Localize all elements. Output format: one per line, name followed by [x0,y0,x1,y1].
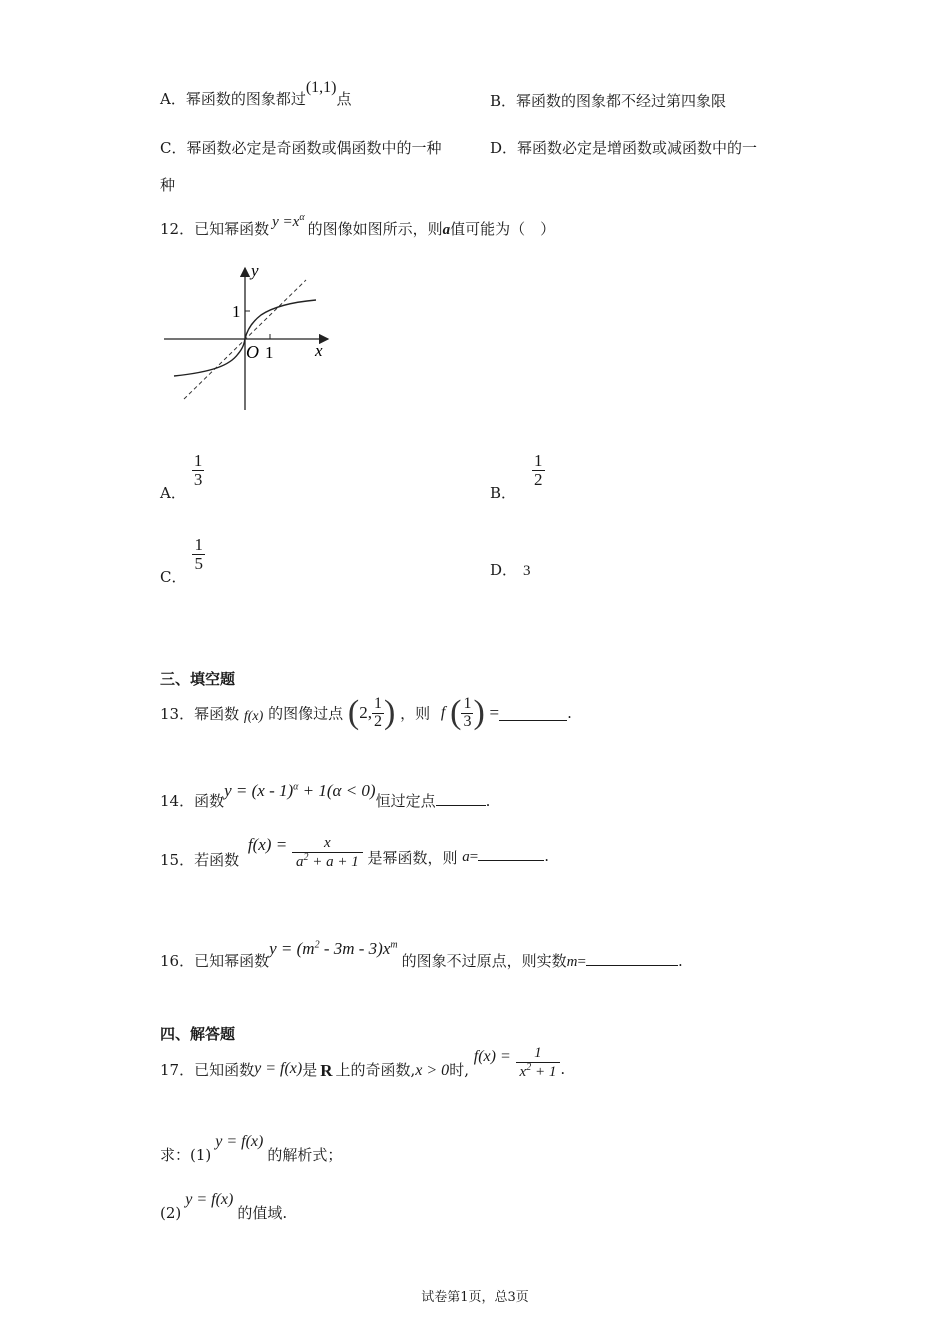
q17-part-2: (2)y = f(x)的值域. [160,1191,288,1222]
y-tick-label: 1 [232,302,241,321]
q12-option-c: C． $\frac{1}{5}$ [160,535,203,587]
q12-option-b: B． $\frac{1}{2}$ [490,451,543,503]
q17: 17．已知函数y = f(x)是 R 上的奇函数,x > 0时, f(x) = $\frac{1}{x^2 + 1}$ . [160,1045,566,1081]
q15-answer-blank[interactable] [478,846,544,861]
x-tick-label: 1 [265,343,274,362]
q14-answer-blank[interactable] [436,791,486,806]
origin-label: O [246,342,259,362]
x-axis-label: x [315,341,323,360]
q12-option-a: A． $\frac{1}{3}$ [160,451,203,503]
q16-answer-blank[interactable] [586,951,678,966]
q12-stem: 12．已知幂函数 $y =x^\alpha$的图像如图所示，则a值可能为（ ） [160,212,556,238]
page-footer: 试卷第1页，总3页 [421,1290,529,1305]
q11-option-b: B．幂函数的图象都不经过第四象限 [490,92,727,110]
q11-option-a: A．幂函数的图象都过(1,1)点 [160,79,352,108]
q13-answer-blank[interactable] [499,706,567,721]
y-axis-label: y [251,262,259,280]
q15: 15．若函数 f(x) = $\frac{x}{a^2 + a + 1}$ 是幂函数，则 a= . [160,835,550,870]
q11-option-d: D．幂函数必定是增函数或减函数中的一 [490,139,758,157]
q16: 16．已知幂函数$y = (m^2 - 3m - 3)x^m$的图象不过原点，则实数m= . [160,939,683,970]
q11-point: (1,1) [305,79,337,96]
q14: 14．函数y = (x - 1)$^\alpha$ + 1(α < 0)恒过定点 . [160,781,491,810]
q17-part-1: 求：(1)y = f(x)的解析式； [160,1133,343,1164]
q11-option-d-cont: 种 [160,176,176,194]
q12-option-d: D． 3 [490,561,531,579]
q13: 13．幂函数 f(x) 的图像过点 (2, $\frac{1}{2}$ ) ，则 f ( $\frac{1}{3}$ ) = . [160,694,572,731]
q12-power-function-graph [158,262,333,414]
q11-option-c: C．幂函数必定是奇函数或偶函数中的一种 [160,139,442,157]
section-4-title: 四、解答题 [160,1025,236,1043]
section-3-title: 三、填空题 [160,670,236,688]
